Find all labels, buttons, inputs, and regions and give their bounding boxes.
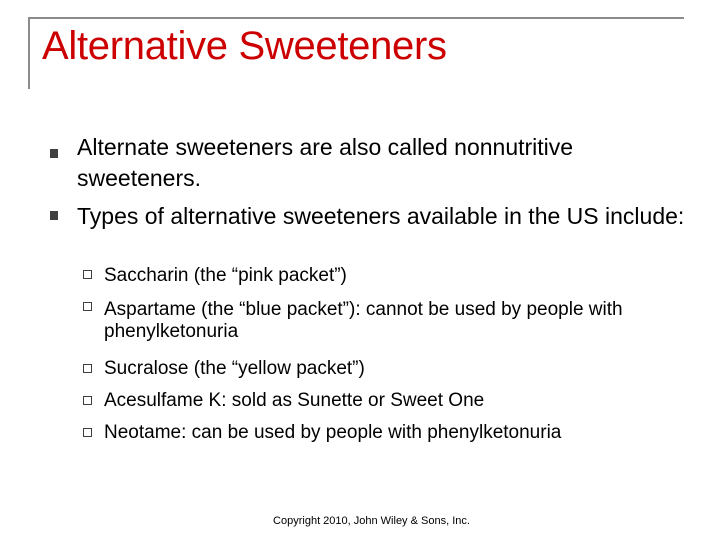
hollow-square-icon: [83, 428, 92, 437]
bullet-item: Alternate sweeteners are also called nonnutritive sweeteners.: [77, 134, 574, 191]
copyright-footer: Copyright 2010, John Wiley & Sons, Inc.: [273, 515, 470, 527]
sub-bullet-item: Acesulfame K: sold as Sunette or Sweet One: [104, 390, 485, 411]
hollow-square-icon: [83, 270, 92, 279]
frame-left-line: [28, 17, 30, 89]
hollow-square-icon: [83, 302, 92, 311]
sub-bullet-item: Saccharin (the “pink packet”): [104, 265, 347, 286]
filled-square-icon: [50, 208, 58, 222]
sub-bullet-item: Sucralose (the “yellow packet”): [104, 358, 365, 379]
frame-top-line: [28, 17, 684, 19]
slide-title: Alternative Sweeteners: [42, 24, 447, 68]
sub-bullet-item: Neotame: can be used by people with phenylketonuria: [104, 422, 562, 443]
bullet-item: Types of alternative sweeteners available in the US include:: [77, 203, 685, 229]
hollow-square-icon: [83, 364, 92, 373]
filled-square-icon: [50, 146, 58, 160]
sub-bullet-item: Aspartame (the “blue packet”): cannot be used by people with phenylketonuria: [104, 299, 623, 342]
hollow-square-icon: [83, 396, 92, 405]
